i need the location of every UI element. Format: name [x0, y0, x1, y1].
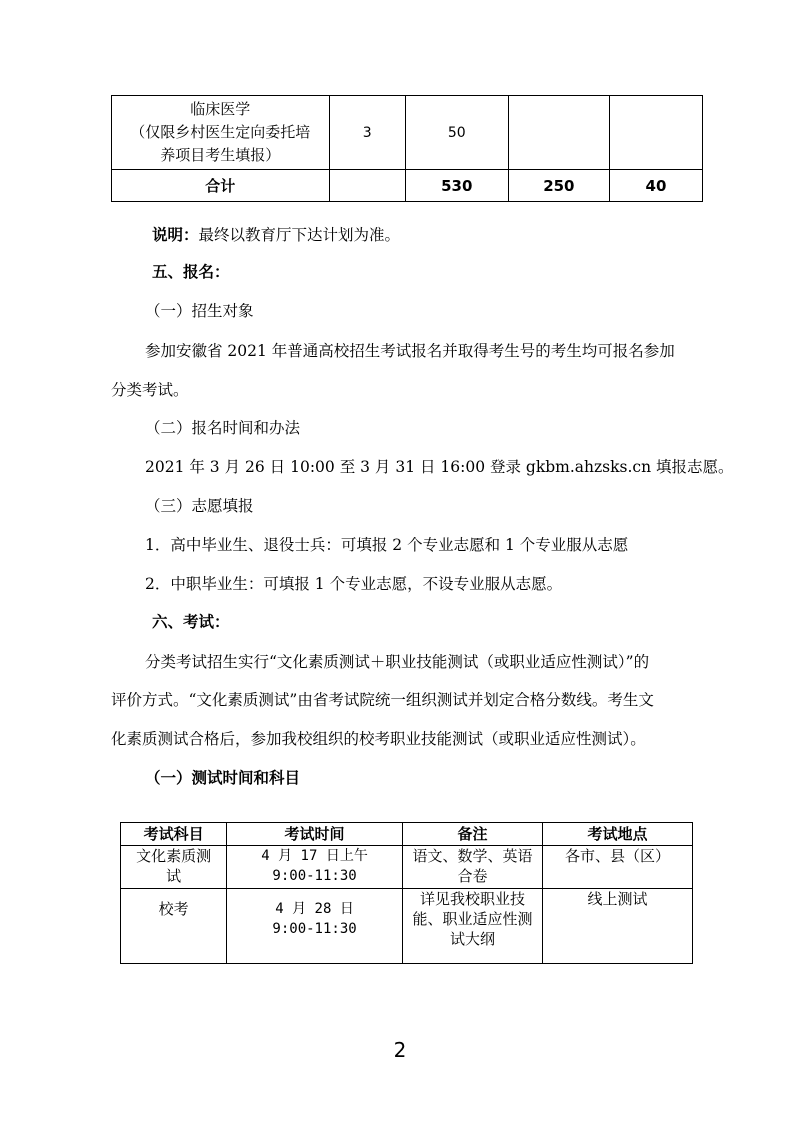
enrollment-plan-table — [111, 95, 703, 202]
table-header-row — [121, 823, 693, 846]
column-header: 备注 — [402, 823, 542, 846]
place-cell: 线上测试 — [542, 889, 692, 964]
major-name-line: 临床医学 — [190, 100, 251, 118]
cell-line: 校考 — [158, 900, 189, 918]
total-code-cell — [329, 170, 405, 202]
note-label: 说明： — [152, 225, 199, 244]
cell-line: 详见我校职业技 — [419, 890, 525, 908]
subsection-title: （二）报名时间和办法 — [145, 419, 301, 437]
time-cell — [227, 889, 403, 964]
major-name-line: （仅限乡村医生定向委托培 — [130, 123, 311, 141]
subsection-title: （三）志愿填报 — [145, 497, 254, 515]
table-row — [112, 96, 703, 170]
paragraph-line: 评价方式。“文化素质测试”由省考试院统一组织测试并划定合格分数线。考生文 — [111, 691, 654, 709]
total-col5-cell: 40 — [609, 170, 702, 202]
note-cell — [402, 846, 542, 889]
cell-line: 文化素质测 — [136, 847, 212, 865]
note-cell — [402, 889, 542, 964]
place-cell: 各市、县（区） — [542, 846, 692, 889]
paragraph-line: 2021 年 3 月 26 日 10:00 至 3 月 31 日 16:00 登录 gkbm.ahzsks.cn 填报志愿。 — [145, 458, 734, 476]
subsection-title: （一）招生对象 — [145, 302, 254, 320]
list-item: 1．高中毕业生、退役士兵：可填报 2 个专业志愿和 1 个专业服从志愿 — [145, 536, 629, 554]
list-item: 2．中职毕业生：可填报 1 个专业志愿，不设专业服从志愿。 — [145, 575, 563, 593]
total-row — [112, 170, 703, 202]
table-row — [121, 889, 693, 964]
total-col4-cell: 250 — [508, 170, 609, 202]
major-name-line: 养项目考生填报） — [160, 146, 281, 164]
column-header: 考试科目 — [121, 823, 227, 846]
plan-col4-cell — [508, 96, 609, 170]
column-header: 考试地点 — [542, 823, 692, 846]
cell-line: 4 月 28 日 — [275, 901, 354, 917]
major-name-cell — [112, 96, 330, 170]
note-paragraph — [152, 225, 400, 245]
column-header: 考试时间 — [227, 823, 403, 846]
plan-total-cell: 50 — [405, 96, 508, 170]
paragraph-line: 化素质测试合格后，参加我校组织的校考职业技能测试（或职业适应性测试）。 — [111, 730, 646, 748]
cell-line: 能、职业适应性测 — [412, 910, 533, 928]
paragraph-line: 分类考试招生实行“文化素质测试＋职业技能测试（或职业适应性测试）”的 — [145, 653, 650, 671]
cell-line: 9:00-11:30 — [272, 921, 357, 937]
total-sum-cell: 530 — [405, 170, 508, 202]
total-label-cell: 合计 — [112, 170, 330, 202]
time-cell — [227, 846, 403, 889]
paragraph-line: 分类考试。 — [111, 381, 189, 399]
page-number: 2 — [393, 1038, 407, 1062]
section-heading: 六、考试： — [152, 612, 230, 631]
paragraph-line: 参加安徽省 2021 年普通高校招生考试报名并取得考生号的考生均可报名参加 — [145, 342, 675, 360]
exam-schedule-table — [120, 822, 693, 964]
table-row — [121, 846, 693, 889]
note-text: 最终以教育厅下达计划为准。 — [198, 226, 401, 244]
subject-cell — [121, 846, 227, 889]
major-code-cell: 3 — [329, 96, 405, 170]
cell-line: 合卷 — [457, 867, 488, 885]
cell-line: 4 月 17 日上午 — [261, 848, 368, 864]
cell-line: 9:00-11:30 — [272, 868, 357, 884]
subject-cell — [121, 889, 227, 964]
section-heading: 五、报名： — [152, 262, 230, 281]
cell-line: 试大纲 — [449, 930, 495, 948]
cell-line: 语文、数学、英语 — [412, 847, 533, 865]
subsection-title: （一）测试时间和科目 — [145, 768, 301, 787]
cell-line: 试 — [166, 867, 182, 885]
plan-col5-cell — [609, 96, 702, 170]
